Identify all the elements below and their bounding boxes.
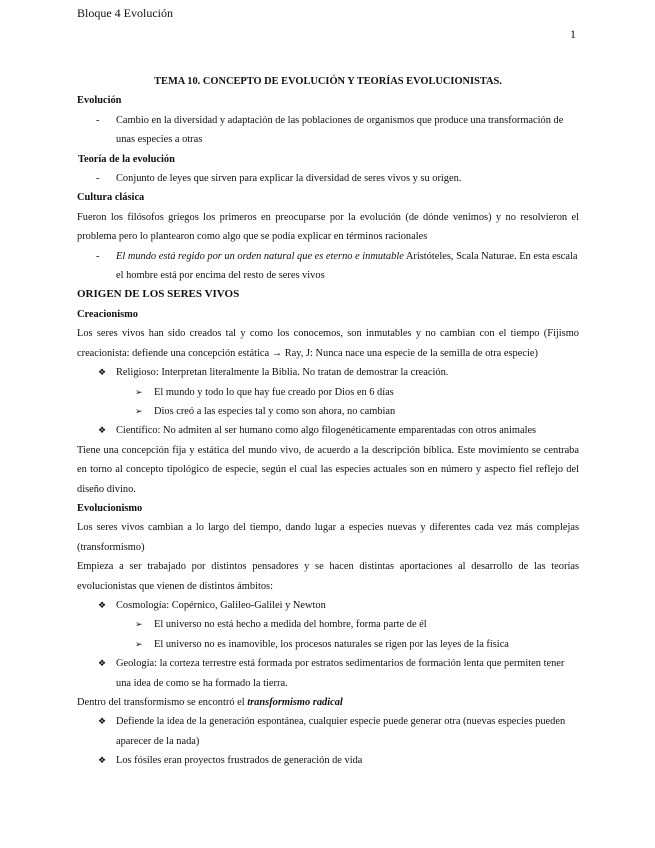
heading-origen: ORIGEN DE LOS SERES VIVOS	[77, 288, 240, 301]
bullet-generacion-espontanea	[77, 712, 579, 751]
paragraph-concepcion-fija: Tiene una concepción fija y estática del mundo vivo, de acuerdo a la descripción bíblica. Este movimiento se centraba en torno al concepto tipológico de especie, según el cual las especies actuales son en número y aspecto fiel reflejo del diseño divino.	[77, 444, 579, 495]
diamond-bullet-icon: ❖	[98, 658, 107, 669]
paragraph-transformismo-radical	[77, 693, 579, 712]
bullet-text: Cambio en la diversidad y adaptación de las poblaciones de organismos que produce una transformación de unas especies a otras	[116, 114, 564, 146]
page-number: 1	[570, 27, 576, 41]
bullet-cosmologia	[77, 596, 579, 615]
bullet-teoria	[77, 169, 579, 188]
text-run: Dentro del transformismo se encontró el	[77, 697, 248, 708]
heading-cultura: Cultura clásica	[77, 192, 145, 204]
bullet-evolucion	[77, 111, 579, 150]
paragraph-evolucionismo-1: Los seres vivos cambian a lo largo del tiempo, dando lugar a especies nuevas y diferentes cada vez más complejas (transformismo)	[77, 522, 579, 553]
bullet-text: El mundo y todo lo que hay fue creado por Dios en 6 días	[154, 386, 394, 398]
bullet-aristoteles	[77, 247, 579, 286]
diamond-bullet-icon: ❖	[98, 367, 107, 378]
diamond-bullet-icon: ❖	[98, 716, 107, 727]
bullet-text: Dios creó a las especies tal y como son ahora, no cambian	[154, 405, 396, 417]
bullet-text: Religioso: Interpretan literalmente la Biblia. No tratan de demostrar la creación.	[116, 367, 449, 379]
paragraph-evolucionismo-2: Empieza a ser trabajado por distintos pensadores y se hacen distintas aportaciones al desarrollo de las teorías evolucionistas que vienen de distintos ámbitos:	[77, 561, 579, 592]
arrow-bullet-icon: ➢	[135, 619, 143, 630]
bold-term: transformismo radical	[247, 697, 343, 708]
running-header: Bloque 4 Evolución	[77, 6, 173, 20]
sub-bullet-universo-1	[77, 615, 579, 634]
diamond-bullet-icon: ❖	[98, 599, 107, 610]
bullet-cientifico	[77, 421, 579, 440]
heading-teoria: Teoría de la evolución	[78, 153, 175, 165]
bullet-text: Los fósiles eran proyectos frustrados de generación de vida	[116, 755, 363, 767]
paragraph-cultura: Fueron los filósofos griegos los primeros en preocuparse por la evolución (de dónde venimos) y no resolvieron el problema pero lo plantearon como algo que se podía explicar en términos racionales	[77, 211, 579, 243]
bullet-religioso	[77, 363, 579, 382]
dash-marker: -	[96, 173, 100, 185]
diamond-bullet-icon: ❖	[98, 755, 107, 766]
bullet-text: Aristóteles, Scala Naturae. En esta escala el hombre está por encima del resto de seres vivos	[116, 250, 578, 282]
document-body	[77, 72, 579, 771]
diamond-bullet-icon: ❖	[98, 425, 107, 436]
quote-italic: El mundo está regido por un orden natural que es eterno e inmutable	[116, 250, 404, 262]
bullet-text: Científico: No admiten al ser humano como algo filogenéticamente emparentadas con otros animales	[116, 425, 537, 437]
sub-bullet-6-dias	[77, 383, 579, 402]
arrow-bullet-icon: ➢	[135, 386, 143, 397]
bullet-text: Cosmología: Copérnico, Galileo-Galilei y Newton	[116, 599, 326, 611]
sub-bullet-universo-2	[77, 635, 579, 654]
sub-bullet-no-cambian	[77, 402, 579, 421]
bullet-text: El universo no está hecho a medida del hombre, forma parte de él	[154, 619, 427, 631]
bullet-fosiles	[77, 751, 579, 770]
dash-marker: -	[96, 114, 100, 126]
paragraph-creacionismo: Los seres vivos han sido creados tal y como los conocemos, son inmutables y no cambian con el tiempo (Fijismo creacionista: defiende una concepción estática → Ray, J: Nunca nace una especie de la semilla de otra especie)	[77, 328, 579, 359]
bullet-text: Defiende la idea de la generación espontánea, cualquier especie puede generar otra (nuevas especies pueden aparecer de la nada)	[116, 716, 566, 747]
bullet-text: El universo no es inamovible, los procesos naturales se rigen por las leyes de la física	[154, 638, 509, 650]
dash-marker: -	[96, 250, 100, 262]
arrow-bullet-icon: ➢	[135, 638, 143, 649]
document-title: TEMA 10. CONCEPTO DE EVOLUCIÓN Y TEORÍAS EVOLUCIONISTAS.	[154, 76, 502, 87]
heading-evolucion: Evolución	[77, 95, 122, 107]
heading-evolucionismo: Evolucionismo	[77, 502, 143, 514]
bullet-text: Geología: la corteza terrestre está formada por estratos sedimentarios de formación lenta que permiten tener una idea de como se ha formado la tierra.	[116, 658, 565, 689]
arrow-bullet-icon: ➢	[135, 405, 143, 416]
bullet-text: Conjunto de leyes que sirven para explicar la diversidad de seres vivos y su origen.	[116, 173, 462, 185]
heading-creacionismo: Creacionismo	[77, 308, 138, 320]
bullet-geologia	[77, 654, 579, 693]
